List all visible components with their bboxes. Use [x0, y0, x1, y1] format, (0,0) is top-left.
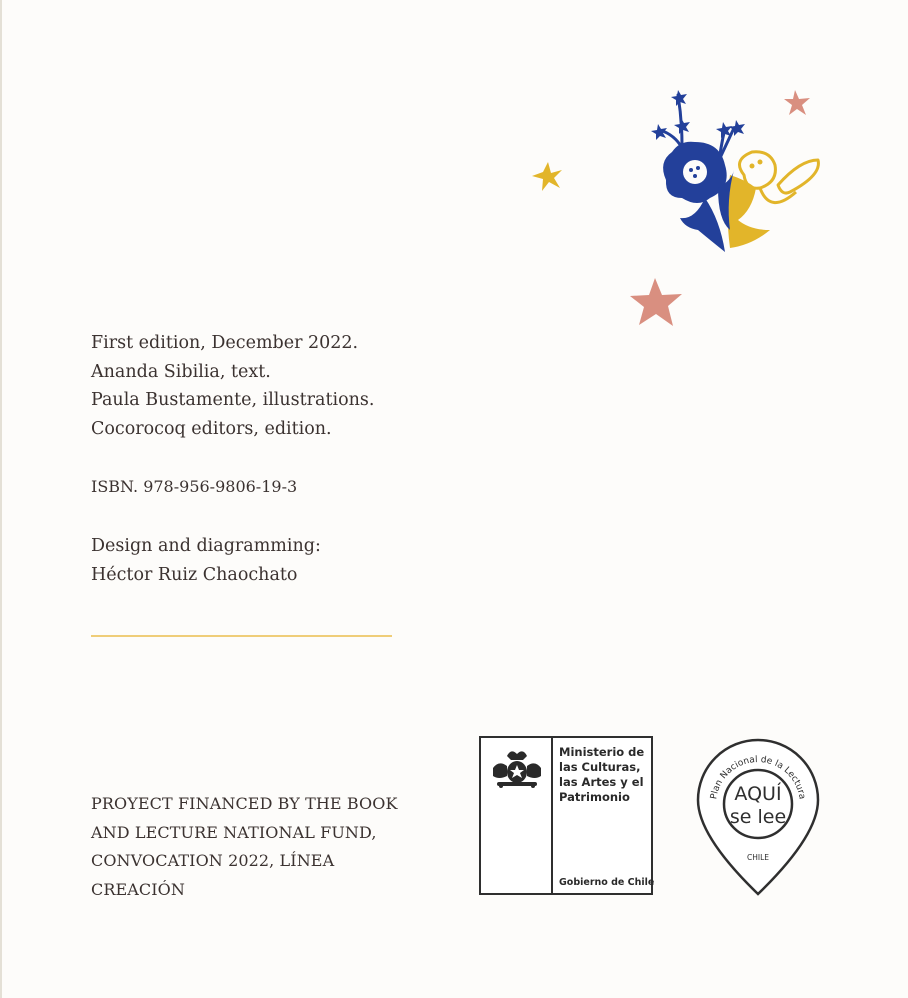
designer-name: Héctor Ruiz Chaochato: [91, 564, 298, 585]
coat-of-arms-icon: [489, 746, 545, 790]
funding-statement: [91, 790, 411, 904]
funding-line: AND LECTURE NATIONAL FUND,: [91, 822, 377, 842]
funding-line: CREACIÓN: [91, 879, 186, 899]
ministry-name-line: Patrimonio: [559, 790, 630, 804]
divider-rule: [91, 635, 392, 637]
design-credit: [91, 532, 321, 589]
isbn: ISBN. 978-956-9806-19-3: [91, 477, 298, 496]
flower-illustration: [520, 80, 840, 340]
credits-block: [91, 329, 374, 443]
ministry-logo: [479, 736, 653, 895]
edition-line: First edition, December 2022.: [91, 333, 359, 353]
funding-line: CONVOCATION 2022, LÍNEA: [91, 851, 335, 870]
chile-text: CHILE: [746, 853, 770, 862]
reading-plan-logo: [694, 736, 822, 898]
ministry-name-line: las Culturas,: [559, 760, 641, 774]
author-line: Ananda Sibilia, text.: [91, 361, 271, 382]
government-label: Gobierno de Chile: [559, 877, 655, 888]
yellow-star-icon: [532, 162, 562, 191]
ministry-name-line: las Artes y el: [559, 775, 644, 789]
pink-star-small-icon: [784, 90, 810, 115]
reading-plan-arc-text: Plan Nacional de la Lectura: [709, 754, 807, 801]
page-edge: [0, 0, 2, 998]
aqui-text: AQUÍ: [734, 783, 782, 805]
logo-divider: [551, 738, 553, 893]
design-label: Design and diagramming:: [91, 536, 321, 556]
ministry-name: [559, 745, 651, 805]
pink-star-large-icon: [630, 278, 682, 326]
se-lee-text: se lee: [729, 806, 787, 828]
illustrator-line: Paula Bustamente, illustrations.: [91, 390, 375, 410]
ministry-name-line: Ministerio de: [559, 745, 645, 759]
editor-line: Cocorocoq editors, edition.: [91, 418, 332, 439]
funding-line: PROYECT FINANCED BY THE BOOK: [91, 794, 398, 813]
